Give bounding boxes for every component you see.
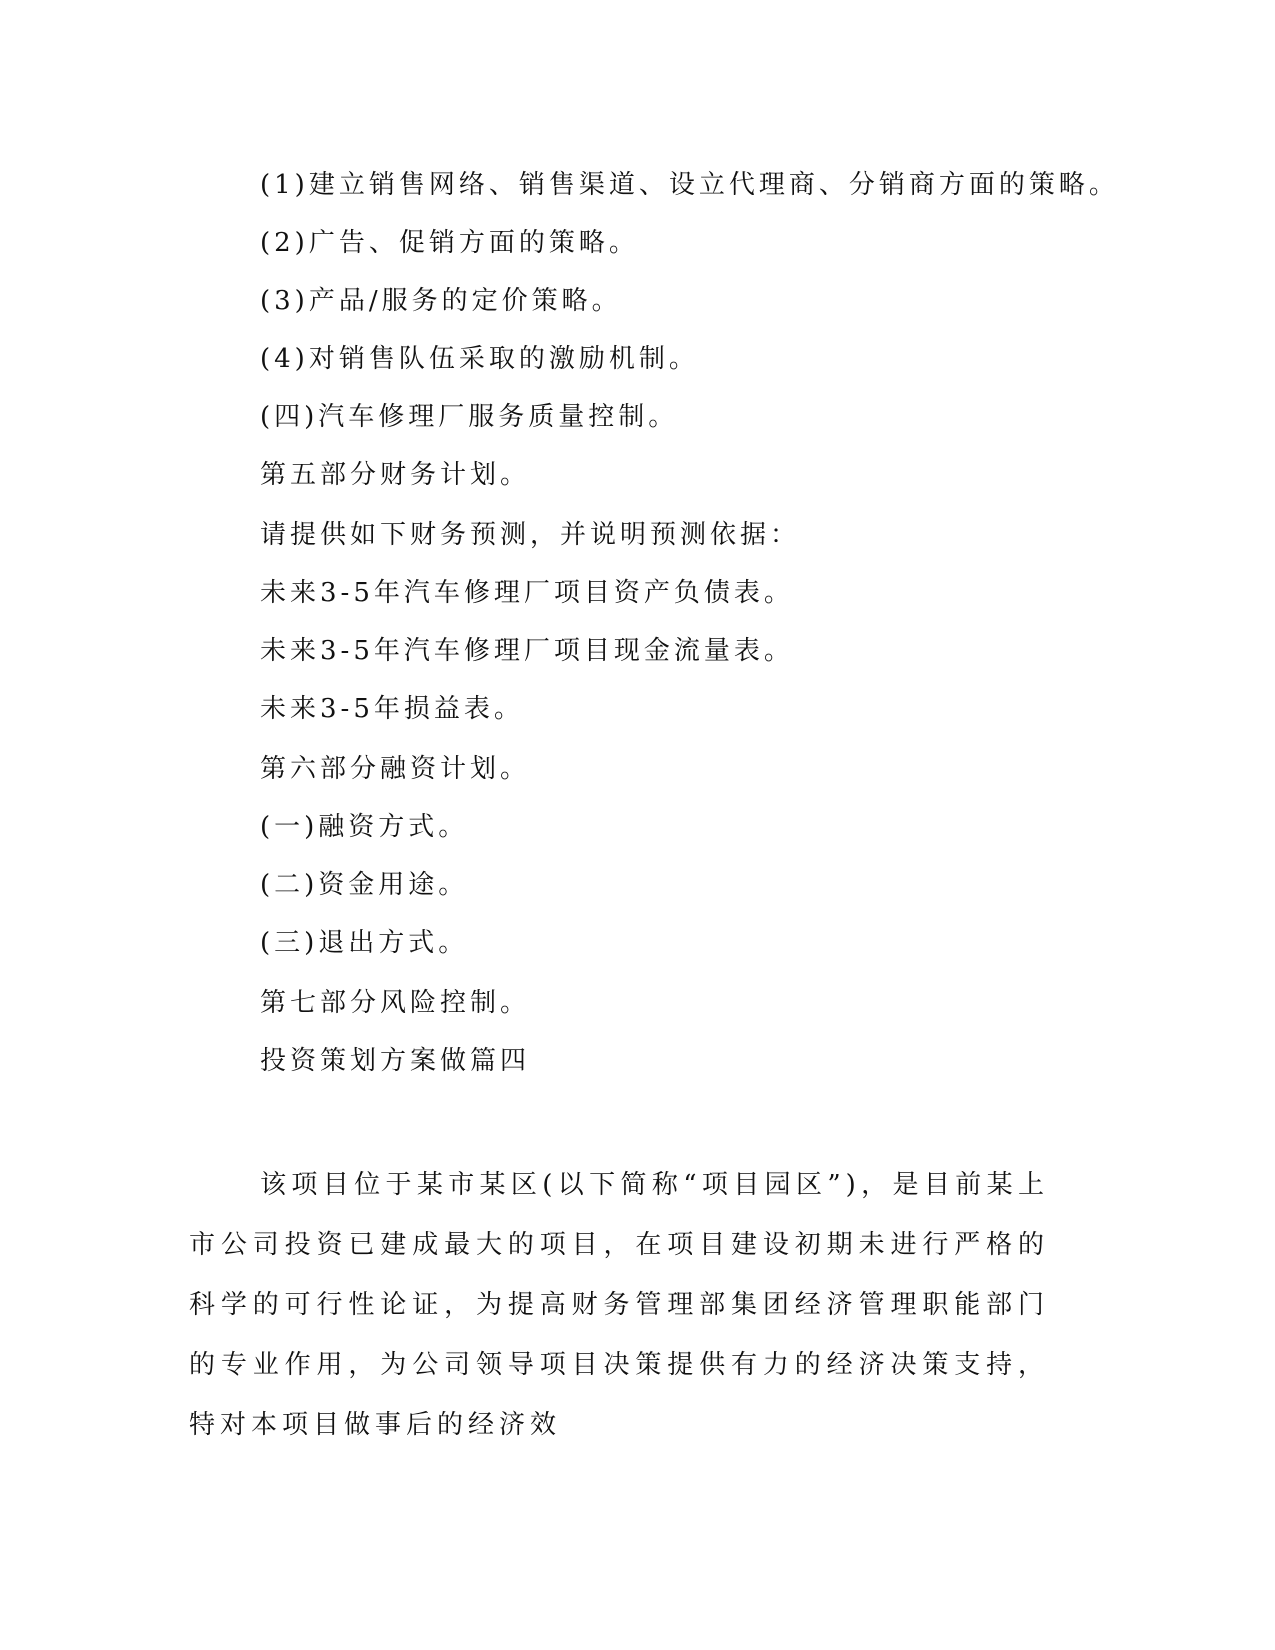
- text-line-cash-flow: 未来3-5年汽车修理厂项目现金流量表。: [260, 636, 794, 666]
- text-line-incentive: (4)对销售队伍采取的激励机制。: [260, 344, 699, 374]
- text-line-sales-network: (1)建立销售网络、销售渠道、设立代理商、分销商方面的策略。: [260, 170, 1119, 200]
- text-line-income-statement: 未来3-5年损益表。: [260, 694, 524, 724]
- body-paragraph: 该项目位于某市某区(以下简称“项目园区”)，是目前某上市公司投资已建成最大的项目，在项目建设初期未进行严格的科学的可行性论证，为提高财务管理部集团经济管理职能部门的专业作用，为公司领导项目决策提供有力的经济决策支持，特对本项目做事后的经济效: [189, 1170, 1049, 1440]
- text-line-quality-control: (四)汽车修理厂服务质量控制。: [260, 402, 679, 432]
- text-line-forecast-request: 请提供如下财务预测，并说明预测依据：: [260, 520, 801, 550]
- text-line-advertising: (2)广告、促销方面的策略。: [260, 228, 639, 258]
- section-heading-financing: 第六部分融资计划。: [260, 754, 531, 784]
- text-line-balance-sheet: 未来3-5年汽车修理厂项目资产负债表。: [260, 578, 794, 608]
- section-heading-risk: 第七部分风险控制。: [260, 988, 531, 1018]
- text-line-fund-usage: (二)资金用途。: [260, 870, 469, 900]
- text-line-exit-method: (三)退出方式。: [260, 928, 469, 958]
- section-heading-part-four: 投资策划方案做篇四: [260, 1046, 531, 1076]
- text-line-pricing: (3)产品/服务的定价策略。: [260, 286, 622, 316]
- text-line-financing-method: (一)融资方式。: [260, 812, 469, 842]
- section-heading-finance: 第五部分财务计划。: [260, 460, 531, 490]
